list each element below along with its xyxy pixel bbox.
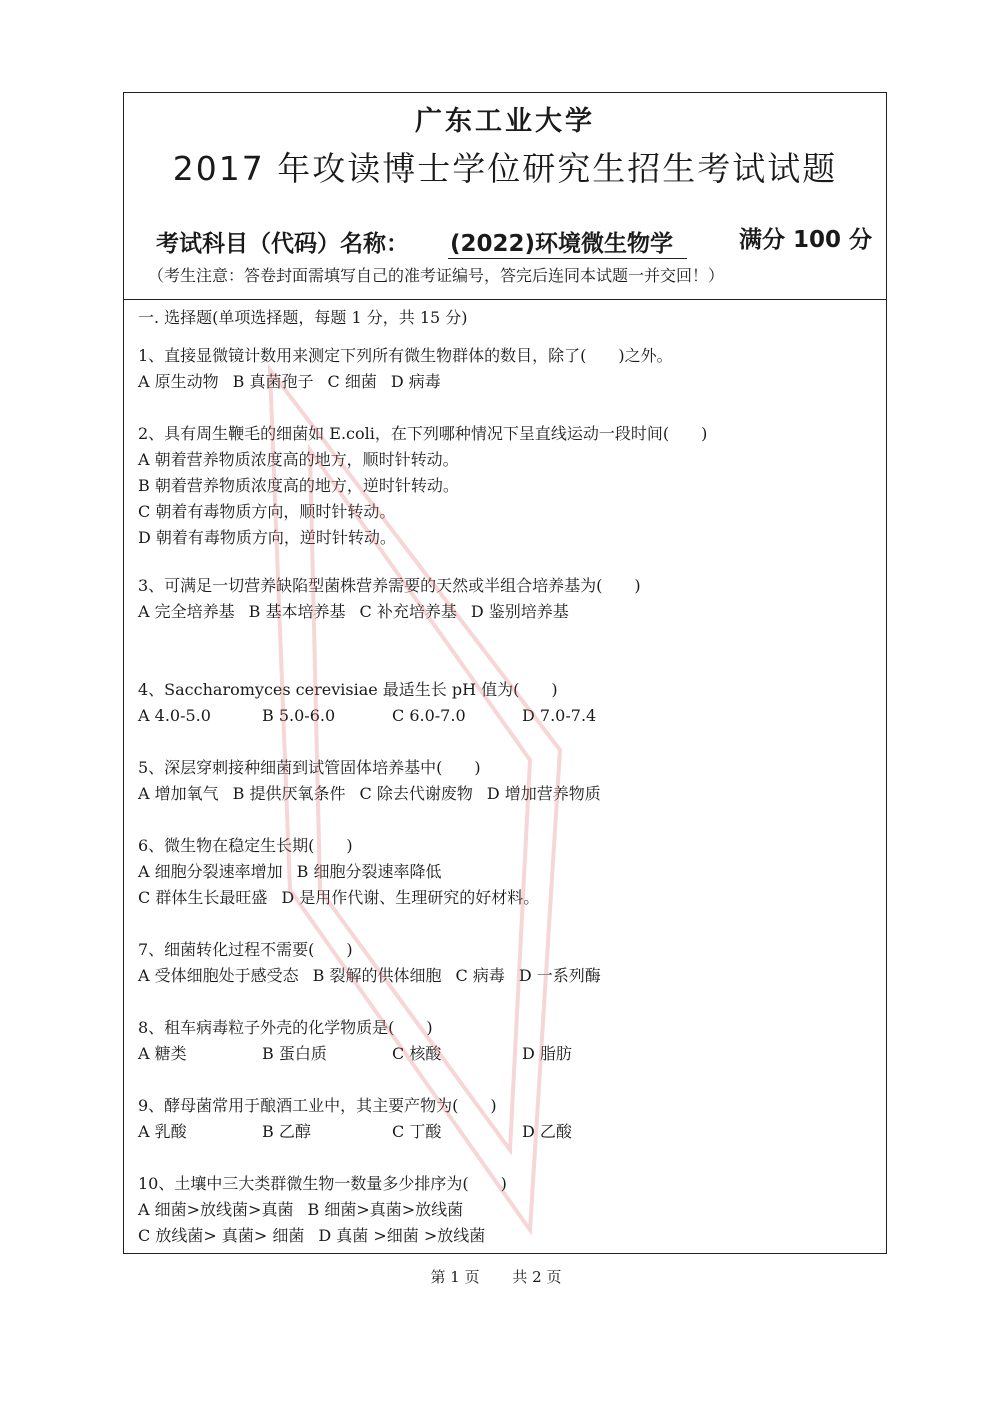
page-total: 共 2 页	[512, 1268, 562, 1286]
answer-option: B 裂解的供体细胞	[312, 966, 442, 985]
option-line	[138, 781, 872, 807]
option-line	[138, 525, 872, 551]
answer-option: A 增加氧气	[138, 784, 219, 803]
answer-option: B 乙醇	[262, 1122, 311, 1141]
option-line	[138, 369, 872, 395]
answer-option: B 提供厌氧条件	[232, 784, 346, 803]
answer-option: B 细胞分裂速率降低	[296, 862, 442, 881]
answer-option: A 糖类	[138, 1044, 187, 1063]
answer-option: C 朝着有毒物质方向，顺时针转动。	[138, 502, 396, 521]
answer-option: A 朝着营养物质浓度高的地方，顺时针转动。	[138, 450, 459, 469]
answer-option: C 6.0-7.0	[392, 706, 466, 725]
option-line	[138, 447, 872, 473]
subject-label: 考试科目（代码）名称：	[156, 231, 409, 257]
answer-option: D 脂肪	[522, 1044, 572, 1063]
question-9	[138, 1093, 872, 1145]
answer-option: B 细菌>真菌>放线菌	[307, 1200, 464, 1219]
answer-option: C 放线菌> 真菌> 细菌	[138, 1226, 305, 1245]
option-line	[138, 859, 872, 885]
candidate-notice: （考生注意：答卷封面需填写自己的准考证编号，答完后连同本试题一并交回！）	[148, 266, 725, 285]
option-line	[138, 963, 872, 989]
question-stem: 7、细菌转化过程不需要( )	[138, 940, 353, 959]
question-3	[138, 573, 872, 625]
answer-option: B 真菌孢子	[232, 372, 314, 391]
question-stem: 5、深层穿刺接种细菌到试管固体培养基中( )	[138, 758, 481, 777]
question-5	[138, 755, 872, 807]
question-4	[138, 677, 872, 729]
page-footer	[0, 1266, 992, 1287]
answer-option: B 基本培养基	[248, 602, 346, 621]
answer-option: A 原生动物	[138, 372, 219, 391]
exam-header	[124, 93, 886, 300]
full-score: 满分 100 分	[738, 227, 872, 253]
answer-option: B 5.0-6.0	[262, 706, 336, 725]
question-stem: 4、Saccharomyces cerevisiae 最适生长 pH 值为( )	[138, 680, 558, 699]
answer-option: C 补充培养基	[359, 602, 457, 621]
question-stem: 10、土壤中三大类群微生物一数量多少排序为( )	[138, 1174, 507, 1193]
exam-title: 2017 年攻读博士学位研究生招生考试试题	[172, 149, 838, 188]
question-8	[138, 1015, 872, 1067]
answer-option: C 病毒	[455, 966, 505, 985]
question-7	[138, 937, 872, 989]
answer-option: D 乙酸	[522, 1122, 572, 1141]
question-1	[138, 343, 872, 395]
subject-row	[156, 221, 872, 257]
answer-option: A 细菌>放线菌>真菌	[138, 1200, 294, 1219]
question-6	[138, 833, 872, 911]
option-line	[138, 1041, 872, 1067]
answer-option: B 蛋白质	[262, 1044, 327, 1063]
answer-option: D 7.0-7.4	[522, 706, 597, 725]
question-stem: 2、具有周生鞭毛的细菌如 E.coli，在下列哪种情况下呈直线运动一段时间( )	[138, 424, 708, 443]
answer-option: D 一系列酶	[518, 966, 601, 985]
option-line	[138, 1119, 872, 1145]
option-line	[138, 1223, 872, 1249]
answer-option: A 乳酸	[138, 1122, 187, 1141]
question-stem: 6、微生物在稳定生长期( )	[138, 836, 353, 855]
answer-option: C 除去代谢废物	[359, 784, 473, 803]
question-2	[138, 421, 872, 551]
answer-option: A 4.0-5.0	[138, 706, 211, 725]
question-stem: 1、直接显微镜计数用来测定下列所有微生物群体的数目，除了( )之外。	[138, 346, 673, 365]
option-line	[138, 1197, 872, 1223]
option-line	[138, 473, 872, 499]
answer-option: D 鉴别培养基	[470, 602, 569, 621]
subject-name: (2022)环境微生物学	[448, 225, 687, 259]
university-name: 广东工业大学	[415, 106, 595, 137]
answer-option: A 完全培养基	[138, 602, 235, 621]
section-title: 一. 选择题(单项选择题，每题 1 分，共 15 分)	[138, 308, 468, 327]
answer-option: C 核酸	[392, 1044, 442, 1063]
question-stem: 9、酵母菌常用于酿酒工业中，其主要产物为( )	[138, 1096, 497, 1115]
answer-option: A 细胞分裂速率增加	[138, 862, 283, 881]
answer-option: B 朝着营养物质浓度高的地方，逆时针转动。	[138, 476, 459, 495]
exam-frame	[123, 92, 887, 1254]
question-10	[138, 1171, 872, 1249]
option-line	[138, 499, 872, 525]
question-stem: 3、可满足一切营养缺陷型菌株营养需要的天然或半组合培养基为( )	[138, 576, 641, 595]
answer-option: D 病毒	[390, 372, 441, 391]
answer-option: D 是用作代谢、生理研究的好材料。	[281, 888, 540, 907]
option-line	[138, 599, 872, 625]
answer-option: C 群体生长最旺盛	[138, 888, 268, 907]
answer-option: D 真菌 >细菌 >放线菌	[318, 1226, 486, 1245]
answer-option: C 细菌	[327, 372, 377, 391]
answer-option: C 丁酸	[392, 1122, 442, 1141]
answer-option: D 增加营养物质	[486, 784, 601, 803]
option-line	[138, 703, 872, 729]
option-line	[138, 885, 872, 911]
page-number: 第 1 页	[430, 1268, 480, 1286]
answer-option: A 受体细胞处于感受态	[138, 966, 299, 985]
question-stem: 8、租车病毒粒子外壳的化学物质是( )	[138, 1018, 433, 1037]
answer-option: D 朝着有毒物质方向，逆时针转动。	[138, 528, 396, 547]
